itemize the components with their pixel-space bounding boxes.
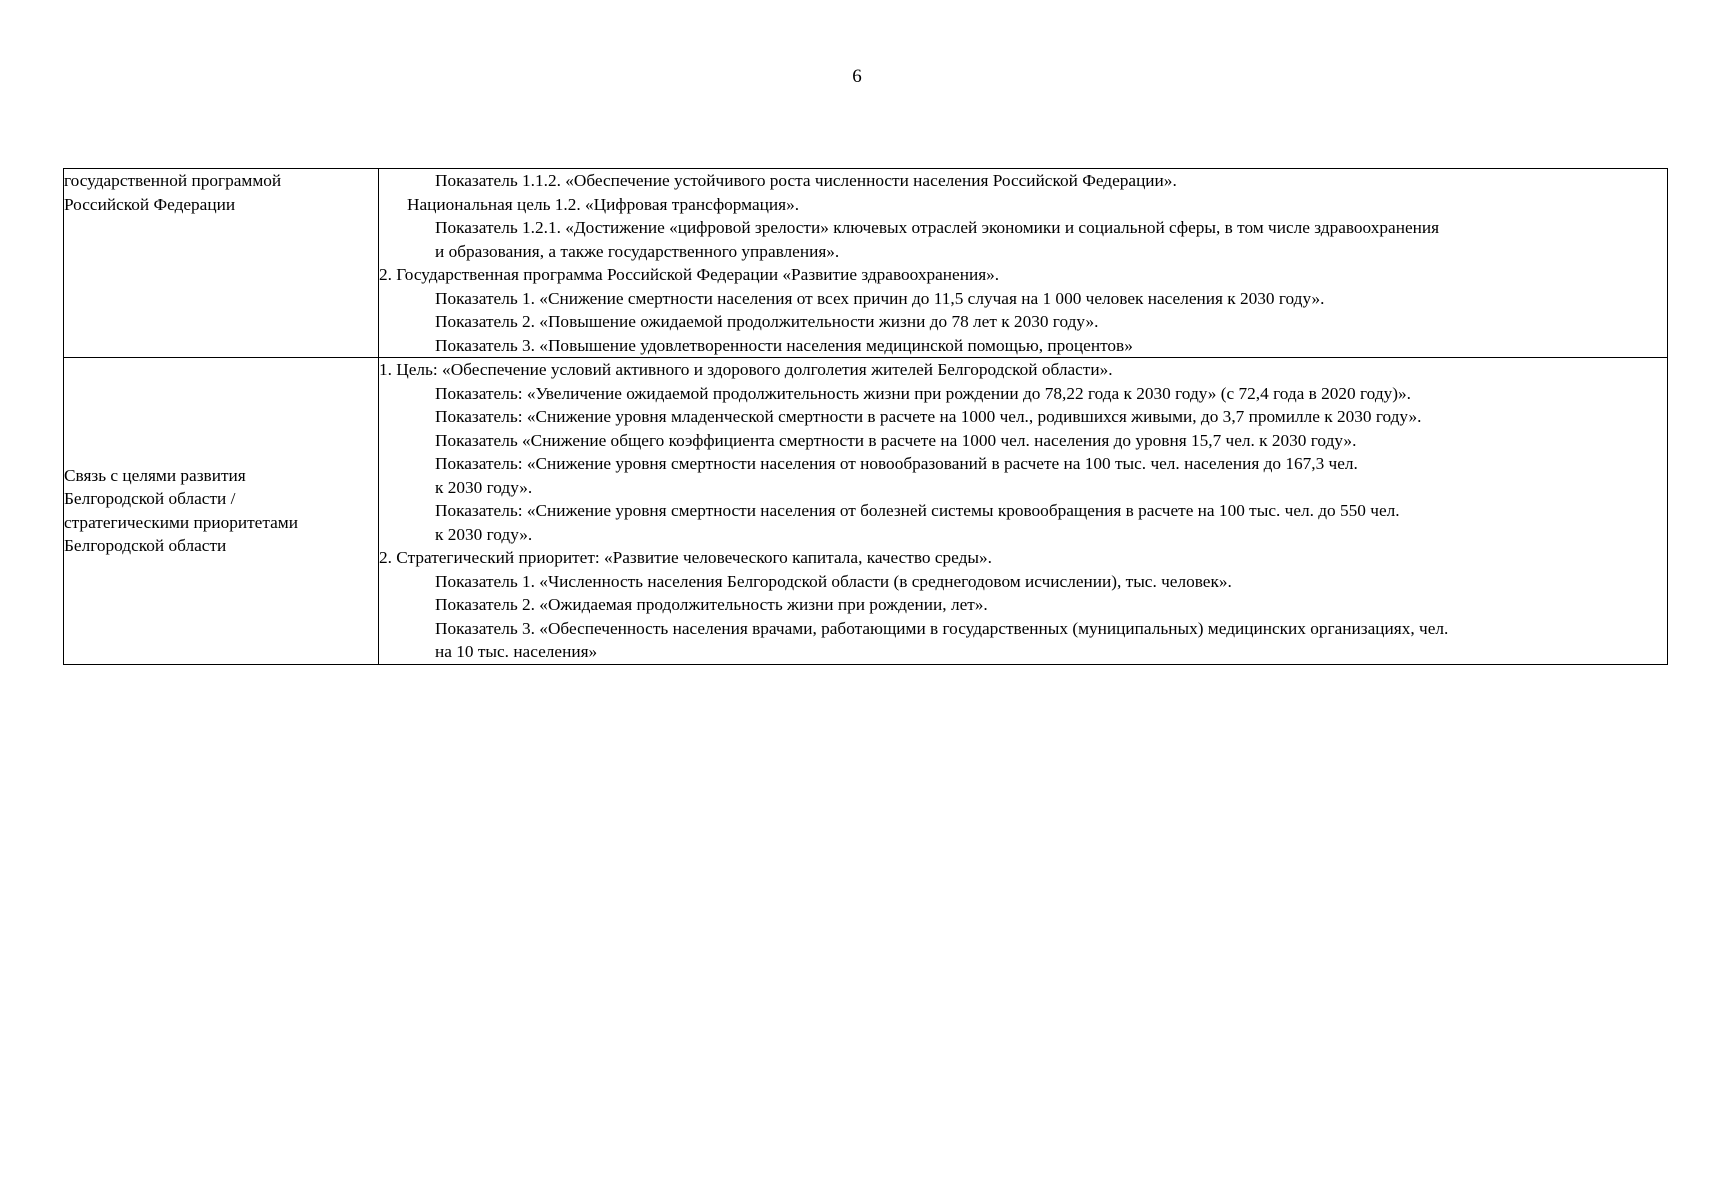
row1-text-line: Национальная цель 1.2. «Цифровая трансформация». <box>407 194 800 214</box>
row2-text-line: на 10 тыс. населения» <box>435 642 598 661</box>
row2-left-line: Связь с целями развития <box>64 465 246 485</box>
row2-text-line: к 2030 году». <box>435 524 533 544</box>
row2-left-cell <box>64 358 379 665</box>
row1-text-line: Показатель 3. «Повышение удовлетворенности населения медицинской помощью, процентов» <box>435 335 1133 355</box>
row2-text-line: Показатель 1. «Численность населения Белгородской области (в среднегодовом исчислении), тыс. человек». <box>435 571 1232 591</box>
row1-text-line: Показатель 1. «Снижение смертности населения от всех причин до 11,5 случая на 1 000 человек населения к 2030 году». <box>435 288 1325 308</box>
row2-text-line: Показатель «Снижение общего коэффициента смертности в расчете на 1000 чел. населения до уровня 15,7 чел. к 2030 году». <box>435 430 1357 450</box>
row2-right-cell <box>379 358 1668 665</box>
row1-text-line: Показатель 1.2.1. «Достижение «цифровой зрелости» ключевых отраслей экономики и социальной сферы, в том числе здравоохранения <box>435 218 1440 237</box>
row2-text-line: Показатель: «Снижение уровня младенческой смертности в расчете на 1000 чел., родившихся живыми, до 3,7 промилле к 2030 году». <box>435 407 1422 426</box>
row2-left-line: Белгородской области <box>64 536 227 556</box>
row2-left-line: стратегическими приоритетами <box>64 512 298 532</box>
row2-text-line: Показатель: «Снижение уровня смертности населения от новообразований в расчете на 100 тыс. чел. населения до 167,3 чел. <box>435 454 1358 473</box>
row2-text-line: Показатель: «Увеличение ожидаемой продолжительность жизни при рождении до 78,22 года к 2030 году» (с 72,4 года в 2020 году)». <box>435 383 1411 403</box>
row1-left-line: государственной программой <box>64 171 282 190</box>
row1-left-cell <box>64 169 379 358</box>
row1-text-line: 2. Государственная программа Российской Федерации «Развитие здравоохранения». <box>379 265 1000 284</box>
row2-text-line: к 2030 году». <box>435 477 533 497</box>
row2-text-line: 2. Стратегический приоритет: «Развитие человеческого капитала, качество среды». <box>379 548 992 567</box>
table-row <box>64 169 1668 358</box>
row1-text-line: и образования, а также государственного управления». <box>435 241 840 261</box>
row2-text-line: Показатель 2. «Ожидаемая продолжительность жизни при рождении, лет». <box>435 595 988 614</box>
row1-right-cell <box>379 169 1668 358</box>
row1-left-line: Российской Федерации <box>64 194 236 214</box>
document-table <box>63 168 1668 665</box>
row1-text-line: Показатель 1.1.2. «Обеспечение устойчивого роста численности населения Российской Федерации». <box>435 171 1177 190</box>
row1-text-line: Показатель 2. «Повышение ожидаемой продолжительности жизни до 78 лет к 2030 году». <box>435 312 1099 331</box>
row2-text-line: 1. Цель: «Обеспечение условий активного и здорового долголетия жителей Белгородской области». <box>379 360 1113 379</box>
row2-text-line: Показатель: «Снижение уровня смертности населения от болезней системы кровообращения в расчете на 100 тыс. чел. до 550 чел. <box>435 501 1400 520</box>
page-number: 6 <box>852 66 862 87</box>
row2-left-line: Белгородской области / <box>64 489 236 509</box>
row2-text-line: Показатель 3. «Обеспеченность населения врачами, работающими в государственных (муниципальных) медицинских организациях, чел. <box>435 618 1449 638</box>
table-row <box>64 358 1668 665</box>
